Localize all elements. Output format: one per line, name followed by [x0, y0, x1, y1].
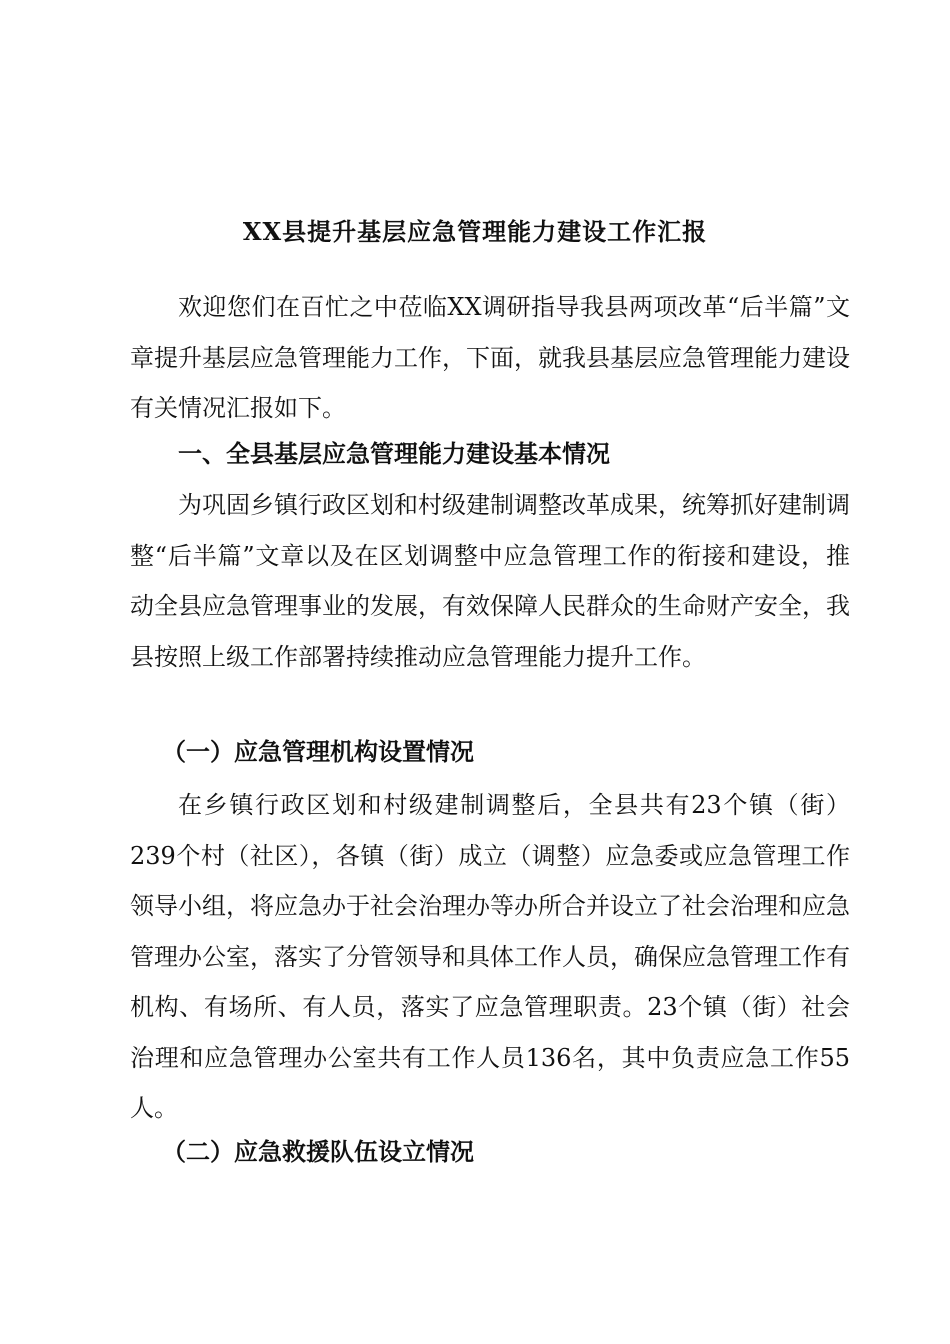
section-1-heading: 一、全县基层应急管理能力建设基本情况: [178, 439, 610, 468]
subsection-1-paragraph: 在乡镇行政区划和村级建制调整后，全县共有23个镇（街）239个村（社区），各镇（街）成立（调整）应急委或应急管理工作领导小组，将应急办于社会治理办等办所合并设立了社会治理和应急管理办公室，落实了分管领导和具体工作人员，确保应急管理工作有机构、有场所、有人员，落实了应急管理职责。23个镇（街）社会治理和应急管理办公室共有工作人员136名，其中负责应急工作55人。: [130, 791, 850, 1122]
document-title: XX县提升基层应急管理能力建设工作汇报: [242, 217, 708, 246]
subsection-2-heading: （二）应急救援队伍设立情况: [162, 1137, 474, 1166]
subsection-1-heading: （一）应急管理机构设置情况: [162, 737, 474, 766]
section-1-paragraph: 为巩固乡镇行政区划和村级建制调整改革成果，统筹抓好建制调整“后半篇”文章以及在区划调整中应急管理工作的衔接和建设，推动全县应急管理事业的发展，有效保障人民群众的生命财产安全，我县按照上级工作部署持续推动应急管理能力提升工作。: [130, 491, 850, 671]
intro-paragraph: 欢迎您们在百忙之中莅临XX调研指导我县两项改革“后半篇”文章提升基层应急管理能力工作，下面，就我县基层应急管理能力建设有关情况汇报如下。: [130, 293, 850, 422]
